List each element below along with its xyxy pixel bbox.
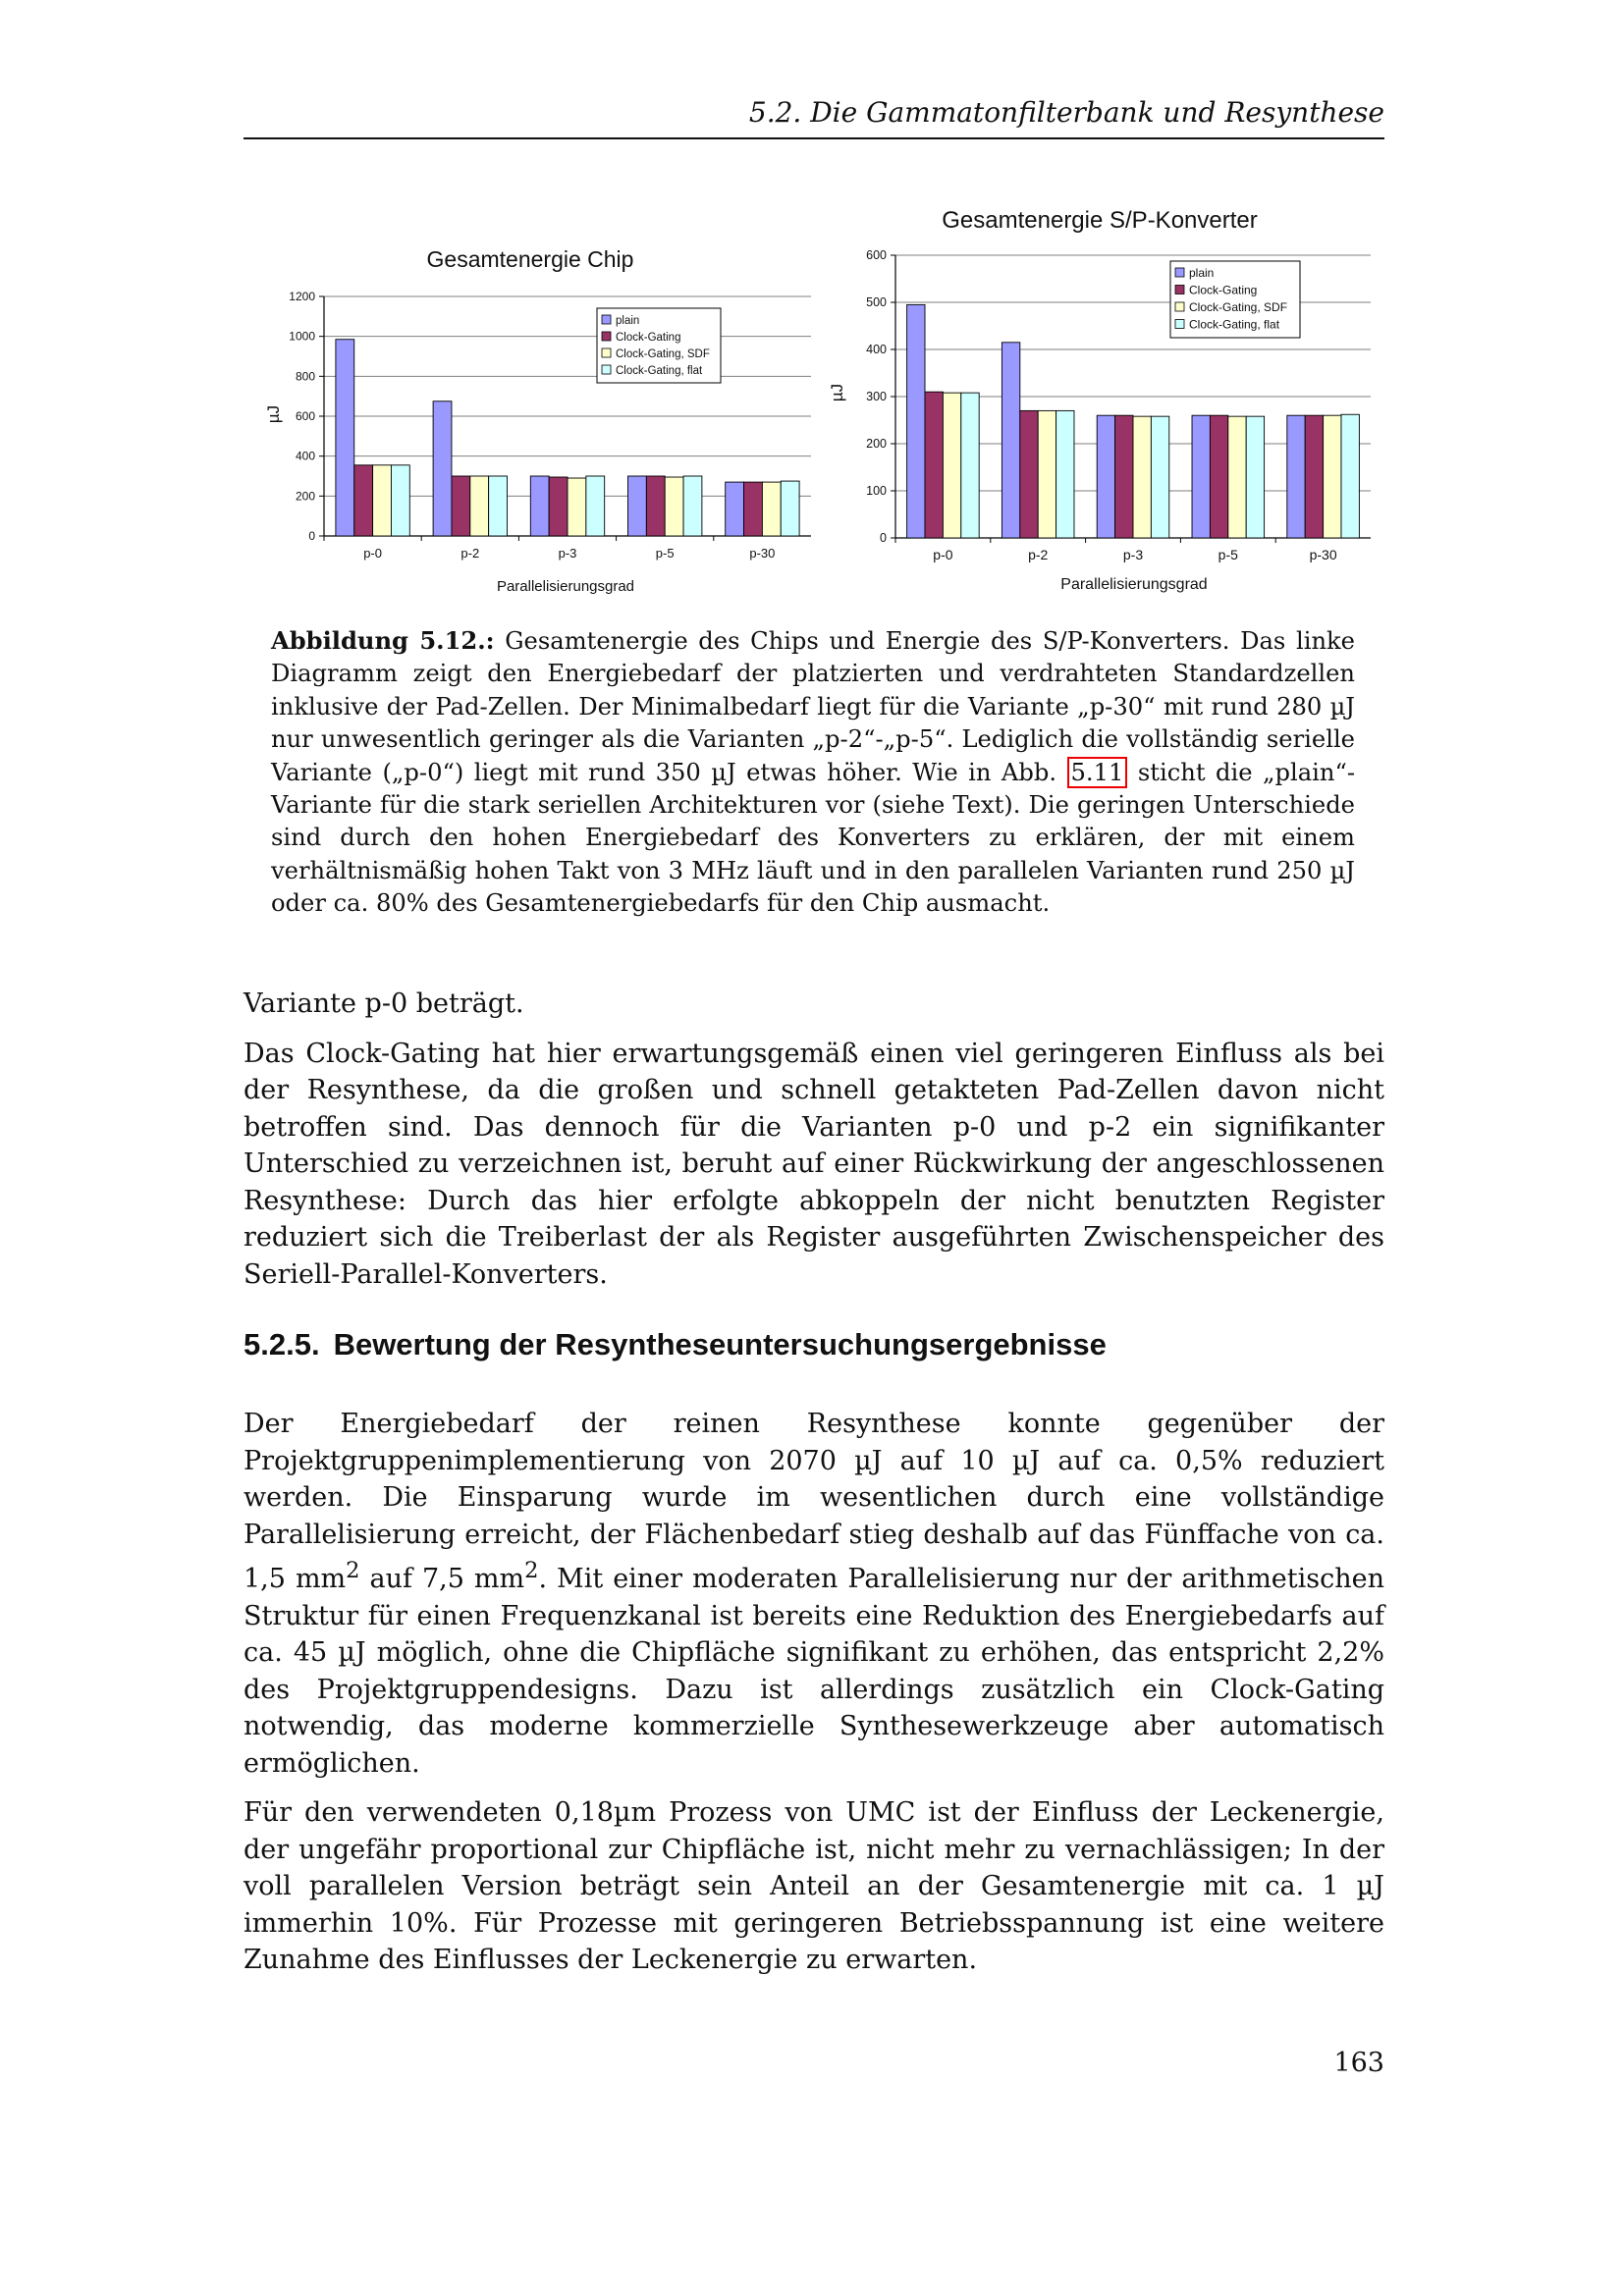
bar [1115,415,1133,538]
header-rule [244,137,1384,139]
paragraph-text: . Mit einer moderaten Parallelisierung nur der arithmetischen Struktur für einen Frequenzkanal ist bereits eine Reduktion des Energiebedarfs auf ca. 45 µJ möglich, ohne die Chipfläche signifikant zu erhöhen, das entspricht 2,2% des Projektgruppendesigns. Dazu ist allerdings zusätzlich ein Clock-Gating notwendig, das moderne kommerzielle Synthesewerkzeuge aber automatisch ermöglichen. [244,1564,1384,1779]
bar [586,476,605,536]
caption-label: Abbildung 5.12.: [271,626,495,655]
bar [1228,416,1246,538]
caption-text-a: Gesamtenergie des Chips und Energie des S/P-Konverters. Das linke Diagramm zeigt den Energiebedarf der platzierten und verdrahteten Standardzellen inklusive der Pad-Zellen. Der Minimalbedarf liegt für die Variante „p-30“ mit rund 280 µJ nur unwesentlich geringer als die Varianten „p-2“-„p-5“. Lediglich die vollständig serielle Variante („p-0“) liegt mit rund 350 µJ etwas höher. Wie in Abb. [271,627,1355,786]
bar [549,477,568,536]
bar [1287,415,1305,538]
paragraph-text: Der Energiebedarf der reinen Resynthese konnte gegenüber der Projektgruppenimplementierung von 2070 µJ auf 10 µJ auf ca. 0,5% reduziert werden. Die Einsparung wurde im wesentlichen durch eine vollständige Parallelisierung erreicht, der Flächenbedarf stieg deshalb auf das Fünffache von ca. 1,5 mm [244,1409,1384,1594]
y-tick-label: 300 [866,390,887,403]
paragraph [244,1406,1384,1782]
bar [1192,415,1210,538]
y-axis-label: µJ [264,404,283,424]
bar [781,481,799,536]
legend-swatch [602,315,611,324]
bar [470,476,489,536]
running-header: 5.2. Die Gammatonfilterbank und Resynthese [748,96,1384,129]
bar [391,465,409,536]
y-tick-label: 0 [308,529,315,543]
y-tick-label: 400 [866,343,887,356]
legend-label: Clock-Gating, SDF [1189,300,1288,314]
x-axis-label: Parallelisierungsgrad [1060,576,1208,593]
x-axis-label: Parallelisierungsgrad [496,578,635,595]
bar [628,476,647,536]
bar [452,476,470,536]
x-tick-label: p-0 [933,547,953,562]
y-tick-label: 1000 [289,329,315,344]
bar [925,392,943,538]
x-tick-label: p-3 [558,546,577,561]
x-tick-label: p-30 [1309,547,1337,562]
bar [1038,410,1056,538]
figure-reference-link[interactable]: 5.11 [1067,757,1128,788]
bar [762,482,781,536]
y-tick-label: 800 [295,369,315,384]
bar [489,476,508,536]
bar [907,304,925,538]
bar [1133,416,1151,538]
legend-swatch [1175,268,1184,277]
page-number: 163 [1333,2048,1384,2078]
x-tick-label: p-5 [655,546,675,561]
y-tick-label: 100 [866,484,887,498]
legend-label: Clock-Gating, SDF [616,348,710,360]
legend-swatch [1175,320,1184,329]
chart-title: Gesamtenergie Chip [426,246,634,272]
bar [726,482,744,536]
paragraph-text: auf 7,5 mm [359,1564,525,1594]
y-tick-label: 0 [880,531,887,545]
bar [1056,410,1074,538]
legend-label: Clock-Gating [616,332,681,344]
y-tick-label: 600 [866,248,887,262]
x-tick-label: p-3 [1122,547,1144,562]
y-tick-label: 200 [295,489,315,504]
bar [336,340,354,536]
y-tick-label: 400 [295,449,315,463]
bar [1151,416,1168,538]
bar [943,393,960,538]
legend-swatch [602,365,611,374]
paragraph: Das Clock-Gating hat hier erwartungsgemäß einen viel geringeren Einfluss als bei der Resynthese, da die großen und schnell getakteten Pad-Zellen davon nicht betroffen sind. Das dennoch für die Varianten p-0 und p-2 ein signifikanter Unterschied zu verzeichnen ist, beruht auf einer Rückwirkung der angeschlossenen Resynthese: Durch das hier erfolgte abkoppeln der nicht benutzten Register reduziert sich die Treiberlast der als Register ausgeführten Zwischenspeicher des Seriell-Parallel-Konverters. [244,1038,1384,1290]
bar [1305,415,1323,538]
legend-label: Clock-Gating [1189,283,1258,297]
figure-caption [271,624,1355,921]
section-number: 5.2.5. [244,1327,320,1362]
legend-swatch [1175,302,1184,311]
legend-swatch [602,348,611,357]
legend-label: plain [1189,266,1215,280]
bar [1020,410,1038,538]
paragraph: Für den verwendeten 0,18µm Prozess von UMC ist der Einfluss der Leckenergie, der ungefähr proportional zur Chipfläche ist, nicht mehr zu vernachlässigen; In der voll parallelen Version beträgt sein Anteil an der Gesamtenergie mit ca. 1 µJ immerhin 10%. Für Prozesse mit geringeren Betriebsspannung ist eine weitere Zunahme des Einflusses der Leckenergie zu erwarten. [244,1797,1384,1975]
chart-energy-chip [244,236,833,599]
chart-energy-sp-svg [825,196,1394,599]
chart-title: Gesamtenergie S/P-Konverter [942,207,1258,234]
y-tick-label: 500 [866,295,887,309]
x-tick-label: p-2 [1028,547,1049,562]
bar [1324,415,1341,538]
bar [1001,343,1019,538]
x-tick-label: p-2 [460,546,480,561]
bar [744,482,763,536]
legend-swatch [1175,286,1184,294]
y-tick-label: 1200 [289,290,315,303]
body-text-upper [244,986,1384,1293]
x-tick-label: p-30 [749,546,776,561]
body-text-lower [244,1406,1384,1979]
legend-label: Clock-Gating, flat [616,365,703,377]
bar [433,401,452,536]
bar [1097,415,1114,538]
bar [961,393,979,538]
y-tick-label: 600 [295,409,315,423]
legend-label: Clock-Gating, flat [1189,317,1280,332]
bar [530,476,549,536]
section-heading [244,1327,1107,1362]
superscript: 2 [524,1558,539,1583]
y-tick-label: 200 [866,437,887,451]
caption-text-b: sticht die „plain“-Variante für die stark seriellen Architekturen vor (siehe Text). Die geringen Unterschiede sind durch den hohen Energiebedarf des Konverters zu erklären, der mit einem verhältnismäßig hohen Takt von 3 MHz läuft und in den parallelen Varianten rund 250 µJ oder ca. 80% des Gesamtenergiebedarfs für den Chip ausmacht. [271,758,1355,918]
bar [1246,416,1264,538]
bar [373,465,392,536]
superscript: 2 [346,1558,360,1583]
x-tick-label: p-0 [363,546,382,561]
x-tick-label: p-5 [1218,547,1238,562]
bar [1210,415,1227,538]
legend-label: plain [616,315,640,327]
bar [568,478,586,536]
paragraph: Variante p-0 beträgt. [244,988,524,1019]
bar [646,476,665,536]
section-title: Bewertung der Resyntheseuntersuchungsergebnisse [333,1327,1107,1362]
bar [1341,414,1359,538]
chart-energy-chip-svg [244,236,833,599]
bar [354,465,373,536]
legend-swatch [602,332,611,341]
chart-energy-sp-converter [825,196,1394,599]
bar [683,476,702,536]
y-axis-label: µJ [828,383,846,402]
bar [665,477,683,536]
